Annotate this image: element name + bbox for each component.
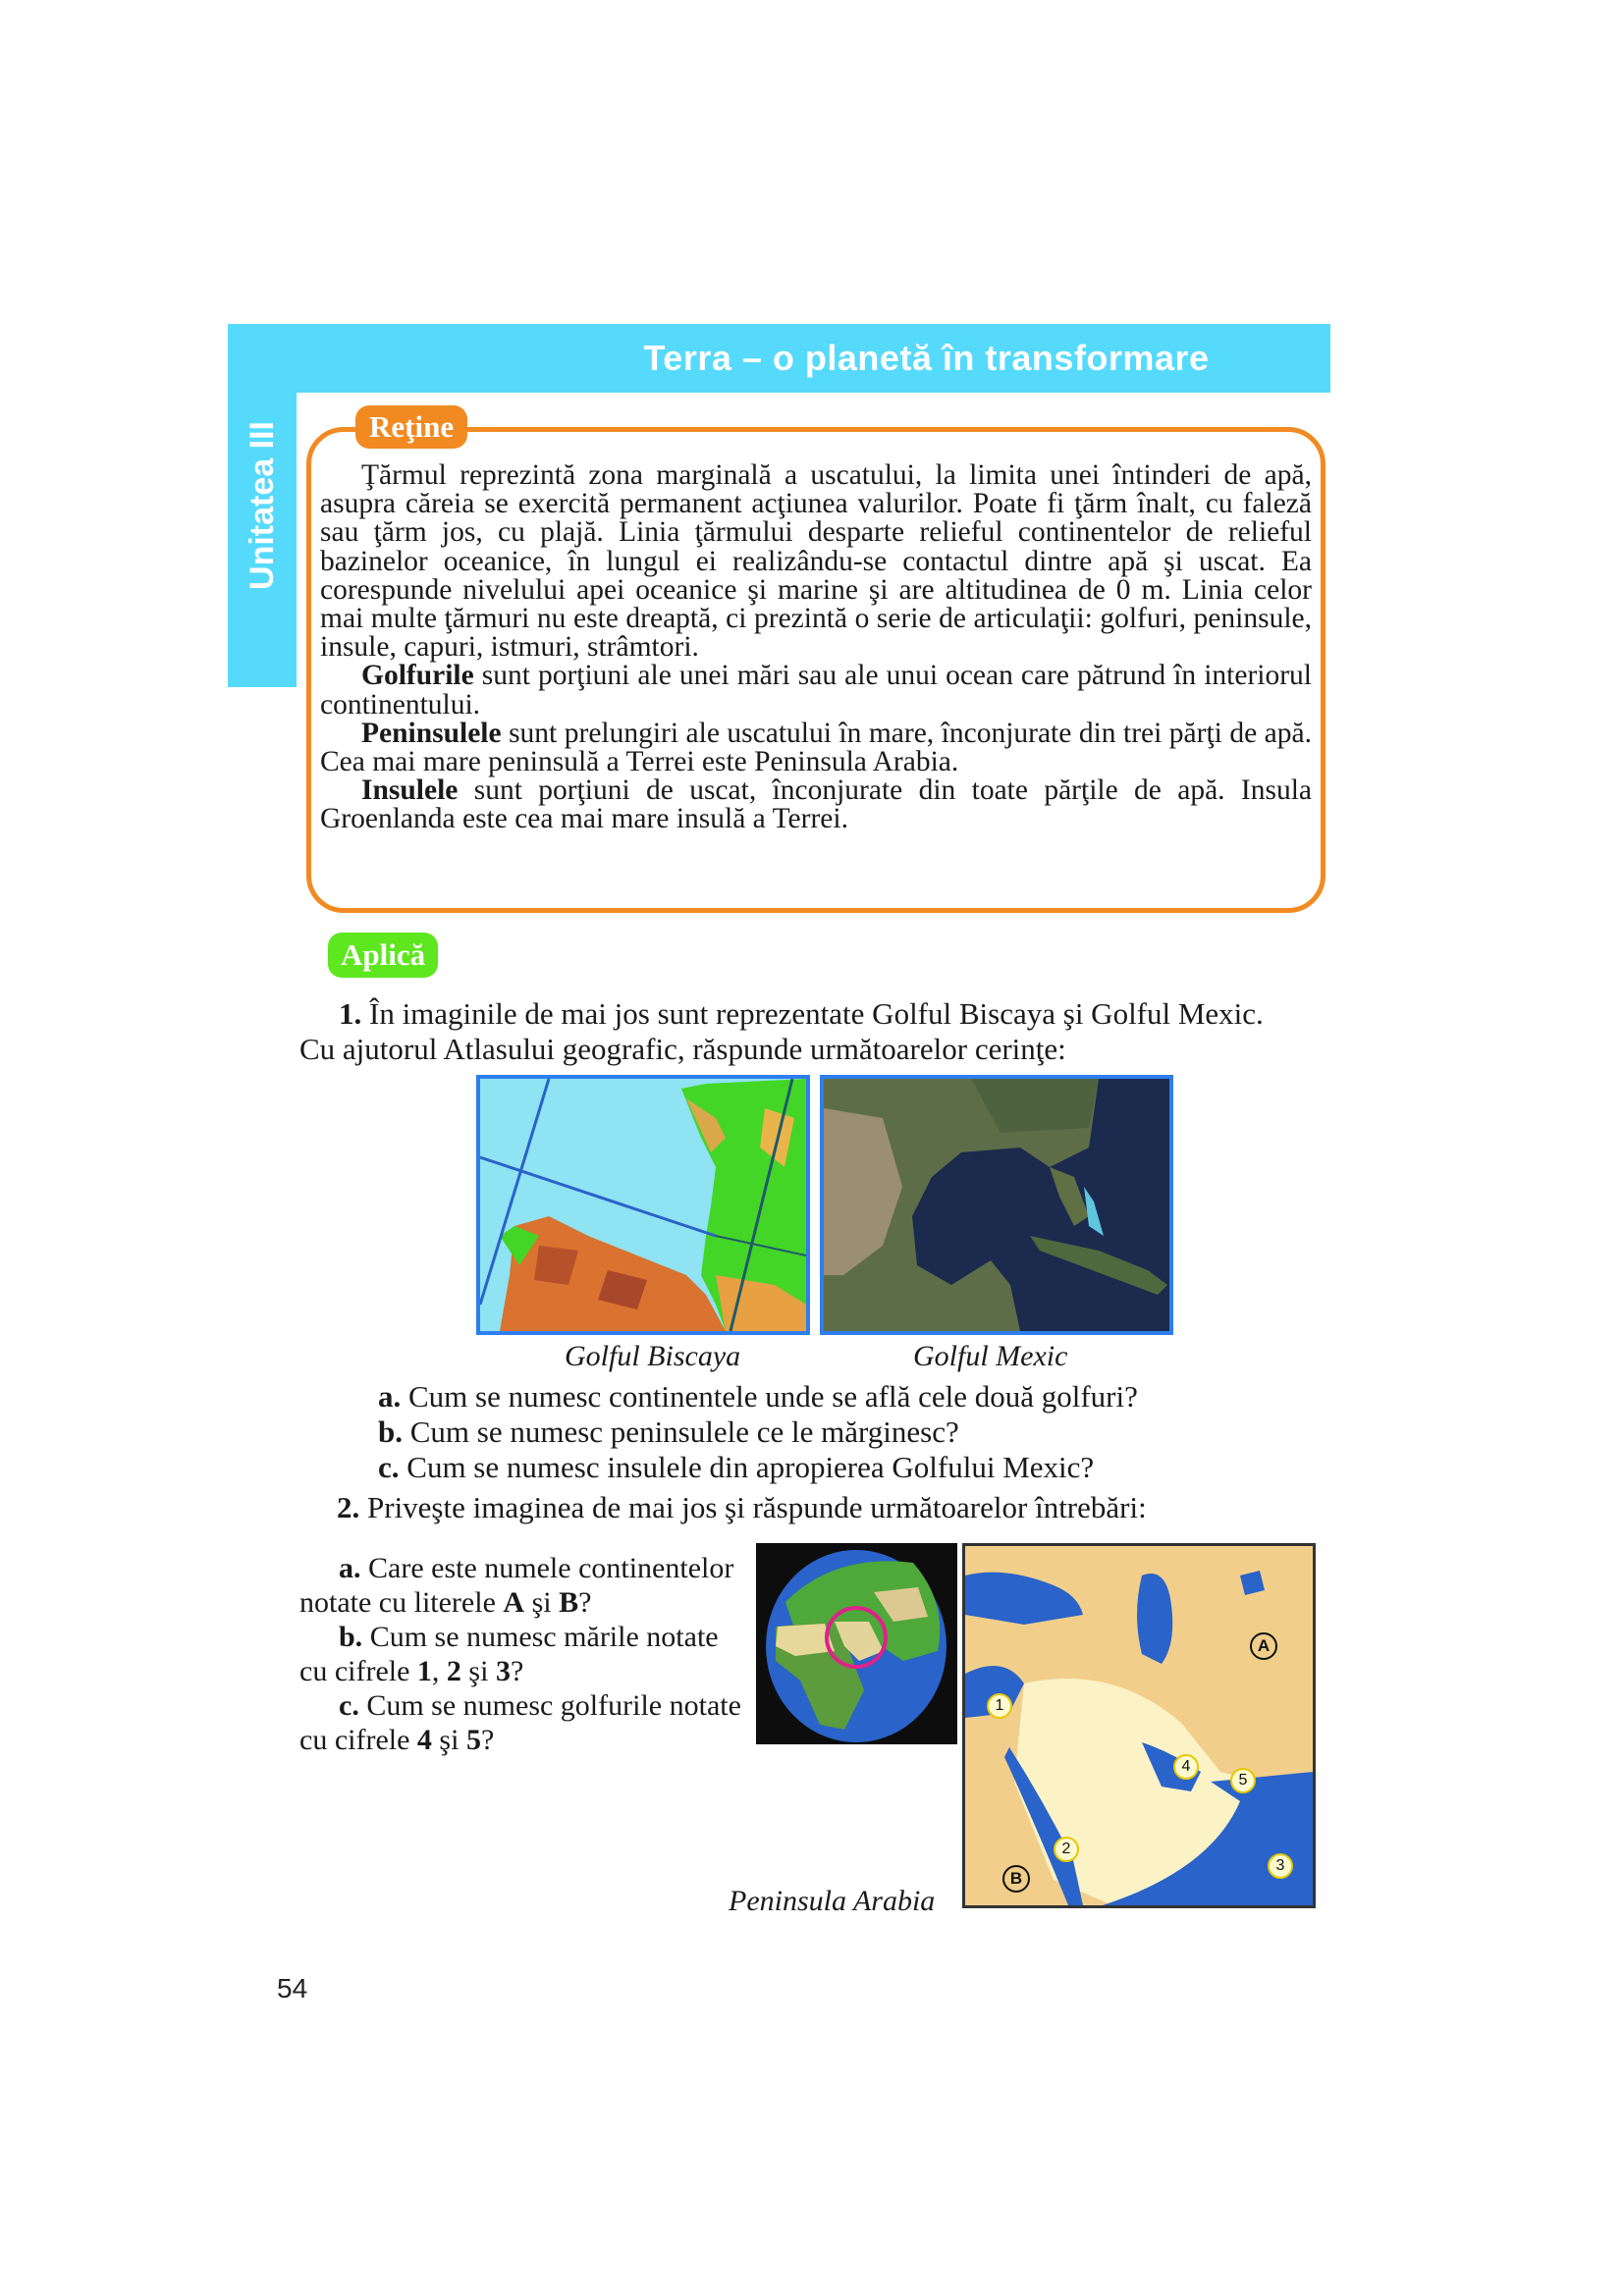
map-marker-letter: A bbox=[1250, 1632, 1277, 1660]
subquestion-text: Cum se numesc golfurile notate cu cifrele bbox=[299, 1689, 741, 1756]
subquestion bbox=[299, 1551, 746, 1620]
subquestion-letter: a. bbox=[378, 1379, 402, 1414]
map-marker-number: 3 bbox=[1268, 1853, 1293, 1879]
subquestion-text: Cum se numesc peninsulele ce le mărginesc? bbox=[403, 1415, 959, 1449]
map-marker-number: 2 bbox=[1054, 1837, 1079, 1862]
aplica-badge: Aplică bbox=[328, 933, 438, 978]
subquestion-letter: b. bbox=[339, 1621, 363, 1653]
subquestion-text: Care este numele continentelor notate cu literele bbox=[299, 1552, 734, 1619]
subquestion-letter: c. bbox=[339, 1689, 359, 1722]
chapter-header bbox=[228, 324, 1330, 393]
unit-label-wrap bbox=[228, 324, 297, 687]
unit-label: Unitatea III bbox=[243, 421, 281, 590]
question-text: Priveşte imaginea de mai jos şi răspunde următoarelor întrebări: bbox=[359, 1490, 1147, 1524]
subquestion-text: Cum se numesc insulele din apropierea Golfului Mexic? bbox=[399, 1450, 1095, 1484]
map-marker-number: 5 bbox=[1230, 1768, 1256, 1793]
label-ref: 1 bbox=[416, 1655, 432, 1687]
term-insulele: Insulele bbox=[361, 774, 459, 807]
question-number: 1. bbox=[339, 996, 362, 1031]
label-ref: 3 bbox=[495, 1655, 511, 1687]
map-marker-number: 1 bbox=[987, 1693, 1012, 1719]
subquestion-text: ? bbox=[510, 1655, 524, 1687]
subquestion bbox=[378, 1415, 1138, 1450]
question-1-subquestions bbox=[378, 1379, 1138, 1485]
mexic-map-graphic bbox=[824, 1079, 1169, 1331]
satellite-map-image bbox=[820, 1075, 1173, 1335]
question-1-line2: Cu ajutorul Atlasului geografic, răspunde următoarelor cerinţe: bbox=[299, 1032, 1066, 1066]
subquestion-letter: c. bbox=[378, 1450, 400, 1484]
subquestion bbox=[299, 1620, 746, 1688]
label-ref: 4 bbox=[416, 1724, 432, 1756]
caption-golful-biscaya: Golful Biscaya bbox=[565, 1340, 741, 1372]
retine-badge: Reţine bbox=[355, 405, 467, 449]
retine-paragraph bbox=[320, 662, 1312, 719]
map-marker-number: 4 bbox=[1173, 1754, 1199, 1780]
subquestion bbox=[378, 1450, 1138, 1485]
question-1-line1 bbox=[299, 996, 1325, 1032]
retine-text bbox=[320, 461, 1312, 834]
page-number: 54 bbox=[277, 1973, 308, 2003]
globe-image bbox=[756, 1543, 957, 1744]
arabian-peninsula-map bbox=[962, 1543, 1316, 1908]
question-1 bbox=[299, 996, 1325, 1067]
question-2 bbox=[337, 1490, 1147, 1525]
subquestion-text: Cum se numesc continentele unde se află cele două golfuri? bbox=[401, 1379, 1138, 1414]
paragraph-text: sunt prelungiri ale uscatului în mare, înconjurate din trei părţi de apă. Cea mai mare peninsulă a Terrei este Peninsula Arabia. bbox=[320, 717, 1312, 778]
globe-graphic bbox=[756, 1543, 957, 1744]
map-marker-letter: B bbox=[1002, 1865, 1030, 1893]
retine-paragraph bbox=[320, 461, 1312, 662]
question-text: În imaginile de mai jos sunt reprezentate Golful Biscaya şi Golful Mexic. bbox=[361, 996, 1264, 1031]
question-2-subquestions bbox=[299, 1551, 746, 1757]
question-number: 2. bbox=[337, 1490, 360, 1524]
label-ref: A bbox=[503, 1586, 525, 1619]
biscaya-map-graphic bbox=[480, 1079, 806, 1331]
paragraph-text: sunt porţiuni de uscat, înconjurate din toate părţile de apă. Insula Groenlanda este cea mai mare insulă a Terrei. bbox=[320, 774, 1312, 835]
term-golfurile: Golfurile bbox=[361, 660, 474, 692]
label-ref: 5 bbox=[465, 1724, 481, 1756]
subquestion-text: şi bbox=[524, 1586, 560, 1619]
caption-peninsula-arabia: Peninsula Arabia bbox=[729, 1885, 936, 1917]
subquestion-letter: b. bbox=[378, 1415, 403, 1449]
subquestion bbox=[378, 1379, 1138, 1415]
relief-map-image bbox=[476, 1075, 810, 1335]
subquestion-text: şi bbox=[460, 1655, 496, 1687]
subquestion-text: ? bbox=[480, 1724, 495, 1756]
label-ref: B bbox=[559, 1586, 579, 1619]
subquestion bbox=[299, 1688, 746, 1757]
subquestion-text: ? bbox=[578, 1586, 592, 1619]
caption-golful-mexic: Golful Mexic bbox=[913, 1340, 1068, 1372]
chapter-title: Terra – o planetă în transformare bbox=[643, 338, 1210, 378]
term-peninsulele: Peninsulele bbox=[361, 717, 502, 749]
paragraph-text: Ţărmul reprezintă zona marginală a uscatului, la limita unei întinderi de apă, asupra căreia se exercită permanent acţiunea valurilor. Poate fi ţărm înalt, cu faleză sau ţărm jos, cu plajă. Linia ţărmului desparte relieful continentelor de relieful bazinelor oceanice, în lungul ei realizându-se contactul dintre apă şi uscat. Ea corespunde nivelului apei oceanice şi marine şi are altitudinea de 0 m. Linia celor mai multe ţărmuri nu este dreaptă, ci prezintă o serie de articulaţii: golfuri, peninsule, insule, capuri, istmuri, strâmtori. bbox=[320, 459, 1312, 664]
paragraph-text: sunt porţiuni ale unei mări sau ale unui ocean care pătrund în interiorul continentului. bbox=[320, 660, 1312, 721]
subquestion-text: Cum se numesc mările notate cu cifrele bbox=[299, 1621, 719, 1687]
retine-paragraph bbox=[320, 776, 1312, 833]
subquestion-text: , bbox=[431, 1655, 447, 1687]
arabia-map-graphic bbox=[965, 1546, 1313, 1905]
retine-paragraph bbox=[320, 717, 1312, 778]
subquestion-letter: a. bbox=[339, 1552, 361, 1584]
subquestion-text: şi bbox=[431, 1724, 466, 1756]
label-ref: 2 bbox=[446, 1655, 461, 1687]
